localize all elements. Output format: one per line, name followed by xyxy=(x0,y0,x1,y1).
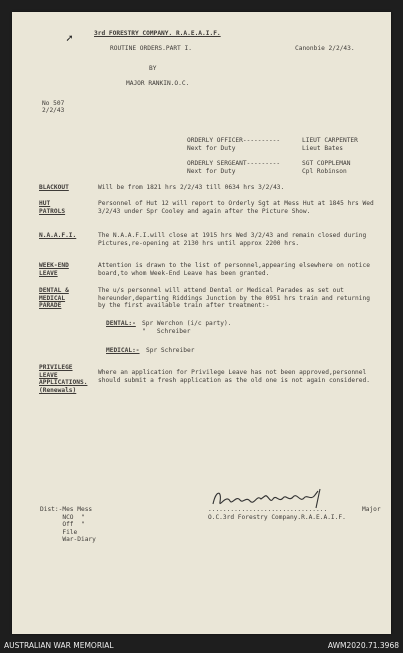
medical-line-1: Spr Schreiber xyxy=(146,347,195,354)
text-privilege-leave: Where an application for Privilege Leave has not been approved,personnel should submit a fresh application as the old one is not again considered. xyxy=(98,369,370,384)
signoff-title: O.C.3rd Forestry Company.R.A.E.A.I.F. xyxy=(208,514,346,521)
heading-blackout: BLACKOUT xyxy=(39,184,69,191)
sergeant-next-name: Cpl Robinson xyxy=(302,168,347,175)
orders-title: ROUTINE ORDERS.PART I. xyxy=(110,45,192,52)
dental-line-2: " Schreiber xyxy=(142,328,191,335)
text-week-end-leave: Attention is drawn to the list of personnel,appearing elsewhere on notice board,to whom Week-End Leave has been granted. xyxy=(98,262,370,277)
order-date: 2/2/43 xyxy=(42,107,65,114)
footer-source: AUSTRALIAN WAR MEMORIAL xyxy=(4,641,114,650)
dental-line-1: Spr Werchon (i/c party). xyxy=(142,320,232,327)
text-dental-medical: The u/s personnel will attend Dental or Medical Parades as set out hereunder,departing Riddings Junction by the 0951 hrs train and returning by the first available train after treatment:- xyxy=(98,287,370,310)
orderly-sergeant-label: ORDERLY SERGEANT--------- xyxy=(187,160,281,167)
heading-hut-patrols: HUT PATROLS xyxy=(39,200,66,215)
heading-dental-medical: DENTAL & MEDICAL PARADE xyxy=(39,287,69,310)
commander-name: MAJOR RANKIN.O.C. xyxy=(126,80,190,87)
text-blackout: Will be from 1821 hrs 2/2/43 till 0634 hrs 3/2/43. xyxy=(98,184,285,191)
footer-accession: AWM2020.71.3968 xyxy=(327,641,399,650)
heading-naafi: N.A.A.F.I. xyxy=(39,232,77,239)
order-number: No 507 xyxy=(42,100,65,107)
sergeant-next-label: Next for Duty xyxy=(187,168,236,175)
dental-label: DENTAL:- xyxy=(106,320,136,327)
orderly-officer-name: LIEUT CARPENTER xyxy=(302,137,358,144)
document-page xyxy=(12,12,391,634)
medical-label: MEDICAL:- xyxy=(106,347,140,354)
unit-name: 3rd FORESTRY COMPANY. R.A.E.A.I.F. xyxy=(94,30,221,37)
signoff-rank: Major xyxy=(362,506,381,513)
signature-dots: ................................ xyxy=(208,506,328,513)
orderly-officer-label: ORDERLY OFFICER---------- xyxy=(187,137,281,144)
officer-next-name: Lieut Bates xyxy=(302,145,343,152)
camp-date: Canonbie 2/2/43. xyxy=(295,45,355,52)
heading-week-end-leave: WEEK-END LEAVE xyxy=(39,262,69,277)
arrow-mark-icon: ➚ xyxy=(66,32,73,45)
footer-bar xyxy=(0,637,403,653)
by-label: BY xyxy=(149,65,157,72)
text-naafi: The N.A.A.F.I.will close at 1915 hrs Wed 3/2/43 and remain closed during Pictures,re-opening at 2130 hrs until approx 2200 hrs. xyxy=(98,232,367,247)
orderly-sergeant-name: SGT COPPLEMAN xyxy=(302,160,351,167)
text-hut-patrols: Personnel of Hut 12 will report to Orderly Sgt at Mess Hut at 1845 hrs Wed 3/2/43 under Spr Cooley and again after the Picture Show. xyxy=(98,200,374,215)
officer-next-label: Next for Duty xyxy=(187,145,236,152)
heading-privilege-leave: PRIVILEGE LEAVE APPLICATIONS. (Renewals) xyxy=(39,364,88,394)
distribution-list: Dist:-Mes Mess NCO " Off " File War-Diary xyxy=(40,506,96,544)
